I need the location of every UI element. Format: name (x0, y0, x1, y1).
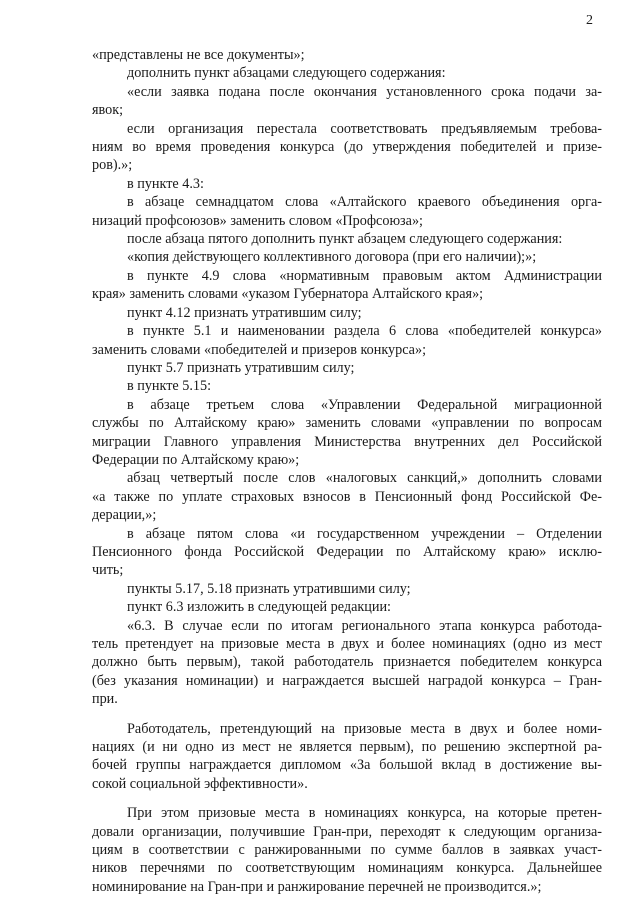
text-line: в пункте 4.9 слова «нормативным правовым актом Администрации (127, 267, 602, 284)
text-line: «если заявка подана после окончания установленного срока подачи за- (127, 83, 602, 100)
text-line: пункт 5.7 признать утратившим силу; (127, 359, 355, 376)
text-line: низаций профсоюзов» заменить словом «Профсоюза»; (92, 212, 423, 229)
text-line: в абзаце пятом слова «и государственном учреждении – Отделении (127, 525, 602, 542)
text-line: если организация перестала соответствовать предъявляемым требова- (127, 120, 602, 137)
text-line: ров).»; (92, 157, 133, 174)
text-line: нациях (и ни одно из мест не является первым), по решению экспертной ра- (92, 739, 602, 756)
text-line: «а также по уплате страховых взносов в Пенсионный фонд Российской Фе- (92, 488, 602, 505)
page-number: 2 (586, 13, 593, 28)
text-line: дополнить пункт абзацами следующего содержания: (127, 65, 446, 82)
text-line: в пункте 5.15: (127, 378, 212, 395)
text-line: заменить словами «победителей и призеров конкурса»; (92, 341, 427, 358)
text-line: в пункте 4.3: (127, 175, 204, 192)
text-line: службы по Алтайскому краю» заменить словами «управлении по вопросам (92, 415, 602, 432)
text-line: ниям во время проведения конкурса (до утверждения победителей и призе- (92, 139, 602, 156)
text-line: (без указания номинации) и награждается высшей наградой конкурса – Гран- (92, 672, 602, 689)
text-line: Работодатель, претендующий на призовые места в двух и более номи- (127, 720, 602, 737)
text-line: после абзаца пятого дополнить пункт абзацем следующего содержания: (127, 231, 563, 248)
text-line: «представлены не все документы»; (92, 47, 305, 63)
text-line: ников перечнями по соответствующим номинациям конкурса. Дальнейшее (92, 860, 602, 877)
text-line: в абзаце семнадцатом слова «Алтайского краевого объединения орга- (127, 194, 602, 211)
text-line: дерации,»; (92, 507, 157, 524)
text-line: должно быть первым), такой работодатель признается победителем конкурса (92, 654, 602, 671)
text-line: пункт 4.12 признать утратившим силу; (127, 304, 362, 321)
text-line: бочей группы награждается дипломом «За большой вклад в достижение вы- (92, 757, 602, 774)
text-line: края» заменить словами «указом Губернатора Алтайского края»; (92, 286, 484, 303)
text-line: циям в соответствии с ранжированными по сумме баллов в заявках участ- (92, 842, 602, 859)
text-line: «6.3. В случае если по итогам регионального этапа конкурса работода- (127, 617, 602, 634)
text-line: явок; (92, 102, 124, 119)
text-line: пункт 6.3 изложить в следующей редакции: (127, 599, 391, 616)
text-line: довали организации, получившие Гран-при, переходят к следующим организа- (92, 823, 602, 840)
text-line: номинирование на Гран-при и ранжирование перечней не производится.»; (92, 878, 542, 895)
document-body (92, 46, 602, 896)
text-line: Федерации по Алтайскому краю»; (92, 451, 300, 468)
text-line: при. (92, 691, 118, 708)
text-line: миграции Главного управления Министерства внутренних дел Российской (92, 433, 602, 450)
text-line: в абзаце третьем слова «Управлении Федеральной миграционной (127, 396, 602, 413)
text-line: абзац четвертый после слов «налоговых санкций,» дополнить словами (127, 470, 602, 487)
text-line: сокой социальной эффективности». (92, 775, 308, 792)
text-line: При этом призовые места в номинациях конкурса, на которые претен- (127, 805, 602, 822)
text-line: тель претендует на призовые места в двух и более номинациях (одно из мест (92, 636, 602, 652)
text-line: пункты 5.17, 5.18 признать утратившими силу; (127, 580, 411, 597)
text-line: чить; (92, 562, 124, 579)
text-line: «копия действующего коллективного договора (при его наличии);»; (127, 249, 537, 266)
text-line: в пункте 5.1 и наименовании раздела 6 слова «победителей конкурса» (127, 323, 602, 340)
text-line: Пенсионного фонда Российской Федерации по Алтайскому краю» исклю- (92, 543, 602, 560)
